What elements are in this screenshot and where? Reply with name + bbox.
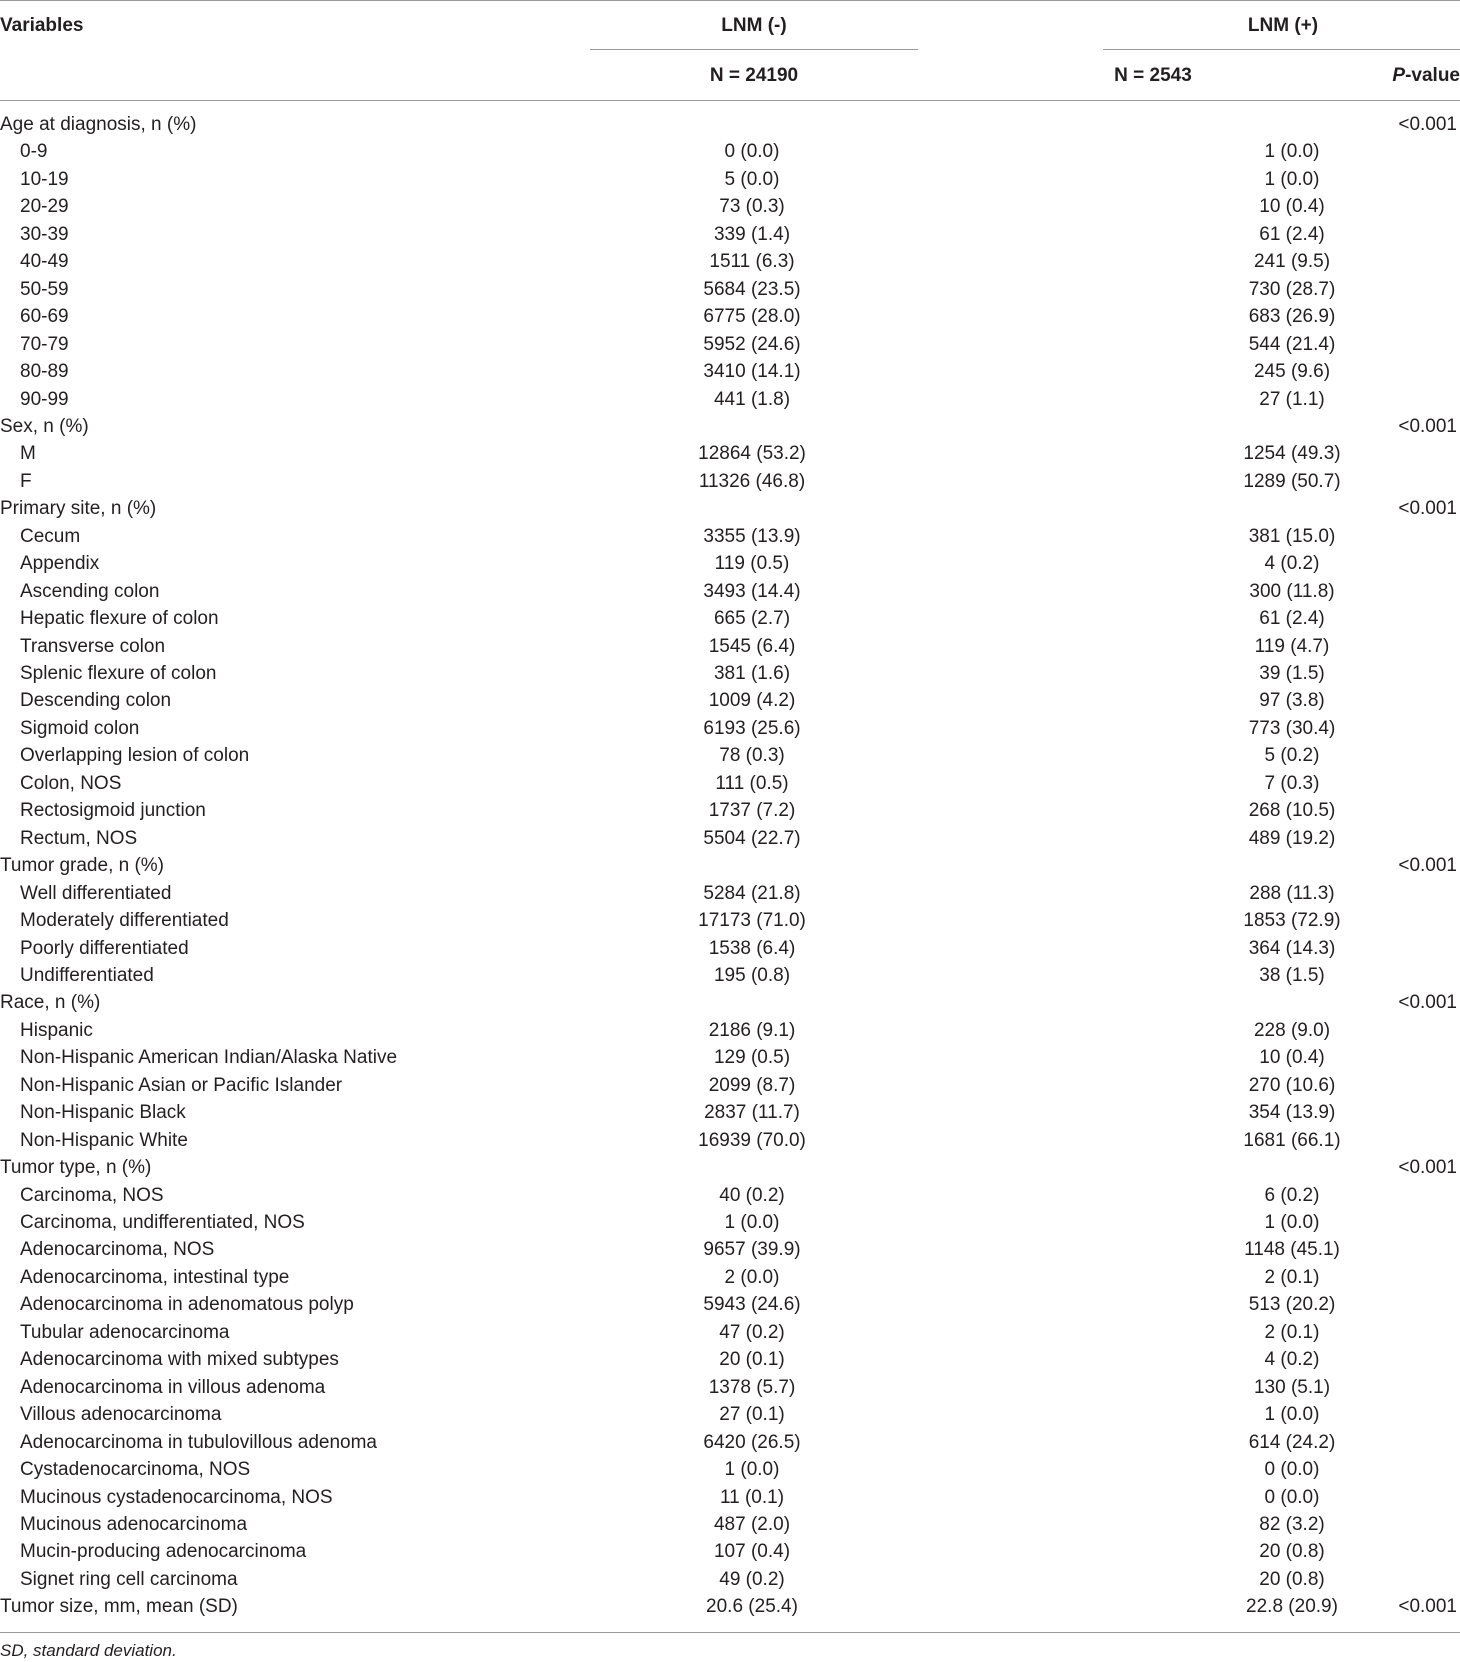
lnm-positive-cell: 245 (9.6) <box>1253 361 1331 383</box>
lnm-positive-cell: 82 (3.2) <box>1259 1513 1325 1535</box>
row-label: Well differentiated <box>20 882 172 904</box>
row-label: Transverse colon <box>20 635 166 657</box>
lnm-negative-cell: 1737 (7.2) <box>708 800 796 822</box>
table-row <box>0 386 1460 413</box>
row-label: Adenocarcinoma in tubulovillous adenoma <box>20 1431 378 1453</box>
row-label: Mucinous cystadenocarcinoma, NOS <box>20 1486 333 1508</box>
p-value-cell: <0.001 <box>1398 415 1457 437</box>
table-row <box>0 221 1460 248</box>
table-row <box>0 825 1460 852</box>
table-row <box>0 1566 1460 1593</box>
lnm-positive-cell: 228 (9.0) <box>1253 1019 1331 1041</box>
table-row <box>0 166 1460 193</box>
lnm-positive-cell: 1 (0.0) <box>1264 168 1320 190</box>
table-row <box>0 1182 1460 1209</box>
row-label: 60-69 <box>20 306 69 328</box>
table-row <box>0 880 1460 907</box>
table-row <box>0 605 1460 632</box>
lnm-positive-cell: 2 (0.1) <box>1264 1321 1320 1343</box>
lnm-negative-cell: 2837 (11.7) <box>704 1102 800 1124</box>
table-row-category <box>0 111 1460 138</box>
table-row <box>0 1017 1460 1044</box>
row-label: Tumor type, n (%) <box>0 1157 152 1179</box>
table-row <box>0 1484 1460 1511</box>
row-label: Mucin-producing adenocarcinoma <box>20 1541 307 1563</box>
lnm-negative-cell: 5943 (24.6) <box>703 1294 801 1316</box>
row-label: Adenocarcinoma in villous adenoma <box>20 1376 326 1398</box>
table-row <box>0 633 1460 660</box>
lnm-negative-cell: 339 (1.4) <box>713 223 791 245</box>
row-label: 90-99 <box>20 388 69 410</box>
p-value-cell: <0.001 <box>1398 114 1457 135</box>
bottom-rule <box>0 1632 1460 1633</box>
lnm-positive-cell: 1681 (66.1) <box>1243 1129 1341 1151</box>
row-label: Splenic flexure of colon <box>20 663 217 684</box>
table-row <box>0 1291 1460 1318</box>
lnm-negative-cell: 6193 (25.6) <box>703 717 801 739</box>
row-label: 50-59 <box>20 278 69 300</box>
p-value-cell: <0.001 <box>1398 992 1457 1014</box>
table-row <box>0 578 1460 605</box>
lnm-negative-cell: 5 (0.0) <box>724 168 780 190</box>
lnm-negative-cell: 2 (0.0) <box>724 1266 780 1288</box>
lnm-negative-cell: 11 (0.1) <box>719 1486 785 1508</box>
row-label: Tumor size, mm, mean (SD) <box>0 1596 238 1618</box>
lnm-positive-cell: 0 (0.0) <box>1264 1459 1320 1481</box>
lnm-positive-cell: 1853 (72.9) <box>1243 910 1341 932</box>
lnm-positive-cell: 544 (21.4) <box>1248 333 1336 355</box>
table-row <box>0 1127 1460 1154</box>
lnm-negative-group-rule <box>590 49 918 50</box>
row-label: Age at diagnosis, n (%) <box>0 114 197 135</box>
table-row <box>0 550 1460 577</box>
table-row <box>0 1264 1460 1291</box>
table-row-category <box>0 1154 1460 1181</box>
p-value-cell: <0.001 <box>1398 1596 1457 1618</box>
lnm-negative-cell: 1009 (4.2) <box>708 690 796 712</box>
lnm-negative-cell: 381 (1.6) <box>713 663 791 684</box>
lnm-negative-cell: 20.6 (25.4) <box>706 1596 798 1618</box>
lnm-negative-cell: 1 (0.0) <box>724 1459 780 1481</box>
table-footnote: SD, standard deviation. <box>0 1641 177 1660</box>
row-label: Undifferentiated <box>20 964 154 986</box>
row-label: Adenocarcinoma with mixed subtypes <box>20 1349 339 1371</box>
lnm-positive-cell: 20 (0.8) <box>1259 1541 1325 1563</box>
row-label: M <box>20 443 36 465</box>
p-value-cell: <0.001 <box>1398 855 1457 877</box>
lnm-positive-cell: 241 (9.5) <box>1253 251 1331 273</box>
lnm-positive-cell: 1 (0.0) <box>1264 1404 1320 1426</box>
lnm-positive-cell: 270 (10.6) <box>1248 1074 1336 1096</box>
lnm-negative-cell: 47 (0.2) <box>719 1321 785 1343</box>
lnm-negative-cell: 487 (2.0) <box>713 1513 791 1535</box>
header-p-rest: -value <box>1405 65 1460 86</box>
table-row <box>0 358 1460 385</box>
lnm-positive-cell: 1 (0.0) <box>1264 1212 1320 1233</box>
header-variables: Variables <box>0 15 84 36</box>
lnm-positive-cell: 489 (19.2) <box>1248 827 1336 849</box>
row-label: 0-9 <box>20 141 48 163</box>
lnm-negative-cell: 1 (0.0) <box>724 1212 780 1233</box>
lnm-negative-cell: 2186 (9.1) <box>708 1019 796 1041</box>
lnm-negative-cell: 111 (0.5) <box>715 772 789 794</box>
lnm-positive-cell: 4 (0.2) <box>1264 553 1320 575</box>
lnm-positive-cell: 0 (0.0) <box>1264 1486 1320 1508</box>
lnm-negative-cell: 12864 (53.2) <box>698 443 806 465</box>
lnm-negative-cell: 0 (0.0) <box>724 141 780 163</box>
row-label: 40-49 <box>20 251 69 273</box>
lnm-positive-cell: 513 (20.2) <box>1248 1294 1336 1316</box>
lnm-negative-cell: 5952 (24.6) <box>703 333 801 355</box>
lnm-negative-cell: 78 (0.3) <box>719 745 785 767</box>
table-row <box>0 248 1460 275</box>
lnm-negative-cell: 6420 (26.5) <box>703 1431 801 1453</box>
lnm-positive-cell: 119 (4.7) <box>1254 635 1330 657</box>
lnm-positive-cell: 1254 (49.3) <box>1243 443 1341 465</box>
row-label: Non-Hispanic Asian or Pacific Islander <box>20 1074 343 1096</box>
table-row <box>0 1511 1460 1538</box>
lnm-positive-cell: 1 (0.0) <box>1264 141 1320 163</box>
header-p-italic: P <box>1392 65 1406 86</box>
row-label: Tumor grade, n (%) <box>0 855 165 877</box>
lnm-positive-cell: 4 (0.2) <box>1264 1349 1320 1371</box>
lnm-negative-cell: 9657 (39.9) <box>703 1239 801 1261</box>
lnm-positive-cell: 773 (30.4) <box>1248 717 1336 739</box>
table-row-category <box>0 413 1460 440</box>
lnm-positive-cell: 1148 (45.1) <box>1244 1239 1340 1261</box>
lnm-positive-cell: 130 (5.1) <box>1253 1376 1331 1398</box>
lnm-negative-cell: 119 (0.5) <box>714 553 790 575</box>
row-label: Adenocarcinoma, intestinal type <box>20 1266 290 1288</box>
table-row <box>0 303 1460 330</box>
table-row <box>0 440 1460 467</box>
table-row <box>0 1346 1460 1373</box>
row-label: Carcinoma, undifferentiated, NOS <box>20 1212 305 1233</box>
row-label: Adenocarcinoma, NOS <box>20 1239 215 1261</box>
table-row <box>0 1374 1460 1401</box>
lnm-positive-cell: 288 (11.3) <box>1249 882 1335 904</box>
lnm-positive-cell: 381 (15.0) <box>1248 525 1336 547</box>
lnm-positive-cell: 61 (2.4) <box>1259 608 1325 630</box>
lnm-positive-cell: 22.8 (20.9) <box>1246 1596 1338 1618</box>
row-label: Rectum, NOS <box>20 827 138 849</box>
lnm-positive-cell: 39 (1.5) <box>1259 663 1325 684</box>
row-label: Appendix <box>20 553 100 575</box>
lnm-positive-cell: 97 (3.8) <box>1259 690 1325 712</box>
lnm-negative-cell: 129 (0.5) <box>713 1047 791 1069</box>
row-label: Carcinoma, NOS <box>20 1184 164 1206</box>
lnm-negative-cell: 16939 (70.0) <box>698 1129 806 1151</box>
table-row <box>0 962 1460 989</box>
row-label: Tubular adenocarcinoma <box>20 1321 230 1343</box>
row-label: Moderately differentiated <box>20 910 229 932</box>
table-row <box>0 770 1460 797</box>
row-label: Mucinous adenocarcinoma <box>20 1513 248 1535</box>
table-row <box>0 523 1460 550</box>
lnm-negative-cell: 1545 (6.4) <box>708 635 796 657</box>
lnm-negative-cell: 195 (0.8) <box>713 964 791 986</box>
table-row <box>0 797 1460 824</box>
table-row <box>0 935 1460 962</box>
row-label: Race, n (%) <box>0 992 101 1014</box>
row-label: Cystadenocarcinoma, NOS <box>20 1459 251 1481</box>
lnm-positive-cell: 38 (1.5) <box>1259 964 1325 986</box>
header-p-value <box>1392 64 1460 88</box>
lnm-negative-cell: 3410 (14.1) <box>703 361 801 383</box>
table-row <box>0 742 1460 769</box>
lnm-positive-cell: 27 (1.1) <box>1259 388 1325 410</box>
lnm-negative-cell: 3493 (14.4) <box>703 580 801 602</box>
lnm-positive-cell: 364 (14.3) <box>1248 937 1336 959</box>
lnm-positive-cell: 730 (28.7) <box>1248 278 1336 300</box>
lnm-negative-cell: 5504 (22.7) <box>703 827 801 849</box>
lnm-negative-cell: 1538 (6.4) <box>708 937 796 959</box>
lnm-negative-cell: 49 (0.2) <box>719 1568 785 1590</box>
lnm-positive-cell: 300 (11.8) <box>1249 580 1335 602</box>
table-row <box>0 331 1460 358</box>
lnm-positive-cell: 683 (26.9) <box>1248 306 1336 328</box>
row-label: Signet ring cell carcinoma <box>20 1568 238 1590</box>
lnm-negative-cell: 73 (0.3) <box>719 196 785 218</box>
row-label: 30-39 <box>20 223 69 245</box>
table-row <box>0 1401 1460 1428</box>
lnm-negative-cell: 3355 (13.9) <box>703 525 801 547</box>
row-label: Non-Hispanic American Indian/Alaska Native <box>20 1047 398 1069</box>
table-row <box>0 468 1460 495</box>
table-row <box>0 1236 1460 1263</box>
row-label: Rectosigmoid junction <box>20 800 206 822</box>
lnm-positive-group-rule <box>1103 49 1460 50</box>
lnm-positive-cell: 614 (24.2) <box>1248 1431 1336 1453</box>
row-label: Non-Hispanic Black <box>20 1102 186 1124</box>
row-label: Villous adenocarcinoma <box>20 1404 222 1426</box>
lnm-negative-cell: 441 (1.8) <box>713 388 791 410</box>
table-row-category <box>0 852 1460 879</box>
lnm-negative-cell: 5284 (21.8) <box>703 882 801 904</box>
lnm-positive-cell: 10 (0.4) <box>1259 196 1325 218</box>
lnm-positive-cell: 7 (0.3) <box>1264 772 1320 794</box>
lnm-negative-cell: 27 (0.1) <box>719 1404 785 1426</box>
row-label: Overlapping lesion of colon <box>20 745 250 767</box>
table-row <box>0 715 1460 742</box>
row-label: Cecum <box>20 525 81 547</box>
row-label: Primary site, n (%) <box>0 498 157 520</box>
lnm-negative-cell: 11326 (46.8) <box>698 470 806 492</box>
header-n-negative: N = 24190 <box>709 65 799 86</box>
p-value-cell: <0.001 <box>1398 1157 1457 1179</box>
table-row <box>0 1099 1460 1126</box>
row-label: Descending colon <box>20 690 172 712</box>
header-lnm-positive: LNM (+) <box>1247 15 1319 36</box>
table-row-category <box>0 1593 1460 1620</box>
p-value-cell: <0.001 <box>1398 498 1457 520</box>
header-bottom-rule <box>0 100 1460 101</box>
lnm-positive-cell: 61 (2.4) <box>1259 223 1325 245</box>
lnm-negative-cell: 1511 (6.3) <box>709 251 795 273</box>
table-row <box>0 138 1460 165</box>
lnm-positive-cell: 10 (0.4) <box>1259 1047 1325 1069</box>
row-label: 80-89 <box>20 361 69 383</box>
row-label: 20-29 <box>20 196 69 218</box>
lnm-positive-cell: 6 (0.2) <box>1264 1184 1320 1206</box>
row-label: Sigmoid colon <box>20 717 140 739</box>
table-row <box>0 193 1460 220</box>
lnm-negative-cell: 40 (0.2) <box>719 1184 785 1206</box>
lnm-negative-cell: 665 (2.7) <box>713 608 791 630</box>
row-label: Non-Hispanic White <box>20 1129 188 1151</box>
row-label: Adenocarcinoma in adenomatous polyp <box>20 1294 354 1316</box>
row-label: Poorly differentiated <box>20 937 189 959</box>
row-label: Hepatic flexure of colon <box>20 608 219 630</box>
row-label: F <box>20 470 32 492</box>
table-row <box>0 907 1460 934</box>
top-rule <box>0 0 1460 1</box>
lnm-positive-cell: 5 (0.2) <box>1264 745 1320 767</box>
lnm-negative-cell: 5684 (23.5) <box>703 278 801 300</box>
lnm-negative-cell: 107 (0.4) <box>713 1541 791 1563</box>
table-row <box>0 1319 1460 1346</box>
table-row <box>0 1538 1460 1565</box>
header-lnm-negative: LNM (-) <box>721 15 787 36</box>
lnm-positive-cell: 2 (0.1) <box>1264 1266 1320 1288</box>
table-row <box>0 687 1460 714</box>
table-row <box>0 1209 1460 1236</box>
table-row-category <box>0 989 1460 1016</box>
row-label: Sex, n (%) <box>0 415 89 437</box>
lnm-positive-cell: 1289 (50.7) <box>1243 470 1341 492</box>
header-n-positive: N = 2543 <box>1114 65 1192 86</box>
table-row <box>0 660 1460 687</box>
table-row <box>0 1044 1460 1071</box>
table-row-category <box>0 495 1460 522</box>
row-label: Ascending colon <box>20 580 160 602</box>
lnm-negative-cell: 6775 (28.0) <box>703 306 801 328</box>
row-label: Hispanic <box>20 1019 93 1041</box>
lnm-positive-cell: 268 (10.5) <box>1248 800 1336 822</box>
table-row <box>0 1429 1460 1456</box>
lnm-negative-cell: 20 (0.1) <box>719 1349 785 1371</box>
row-label: Colon, NOS <box>20 772 122 794</box>
row-label: 10-19 <box>20 168 69 190</box>
table-row <box>0 1072 1460 1099</box>
table-row <box>0 1456 1460 1483</box>
lnm-negative-cell: 2099 (8.7) <box>708 1074 796 1096</box>
lnm-positive-cell: 20 (0.8) <box>1259 1568 1325 1590</box>
lnm-negative-cell: 1378 (5.7) <box>708 1376 796 1398</box>
table-row <box>0 276 1460 303</box>
row-label: 70-79 <box>20 333 69 355</box>
lnm-positive-cell: 354 (13.9) <box>1248 1102 1336 1124</box>
lnm-negative-cell: 17173 (71.0) <box>698 910 806 932</box>
